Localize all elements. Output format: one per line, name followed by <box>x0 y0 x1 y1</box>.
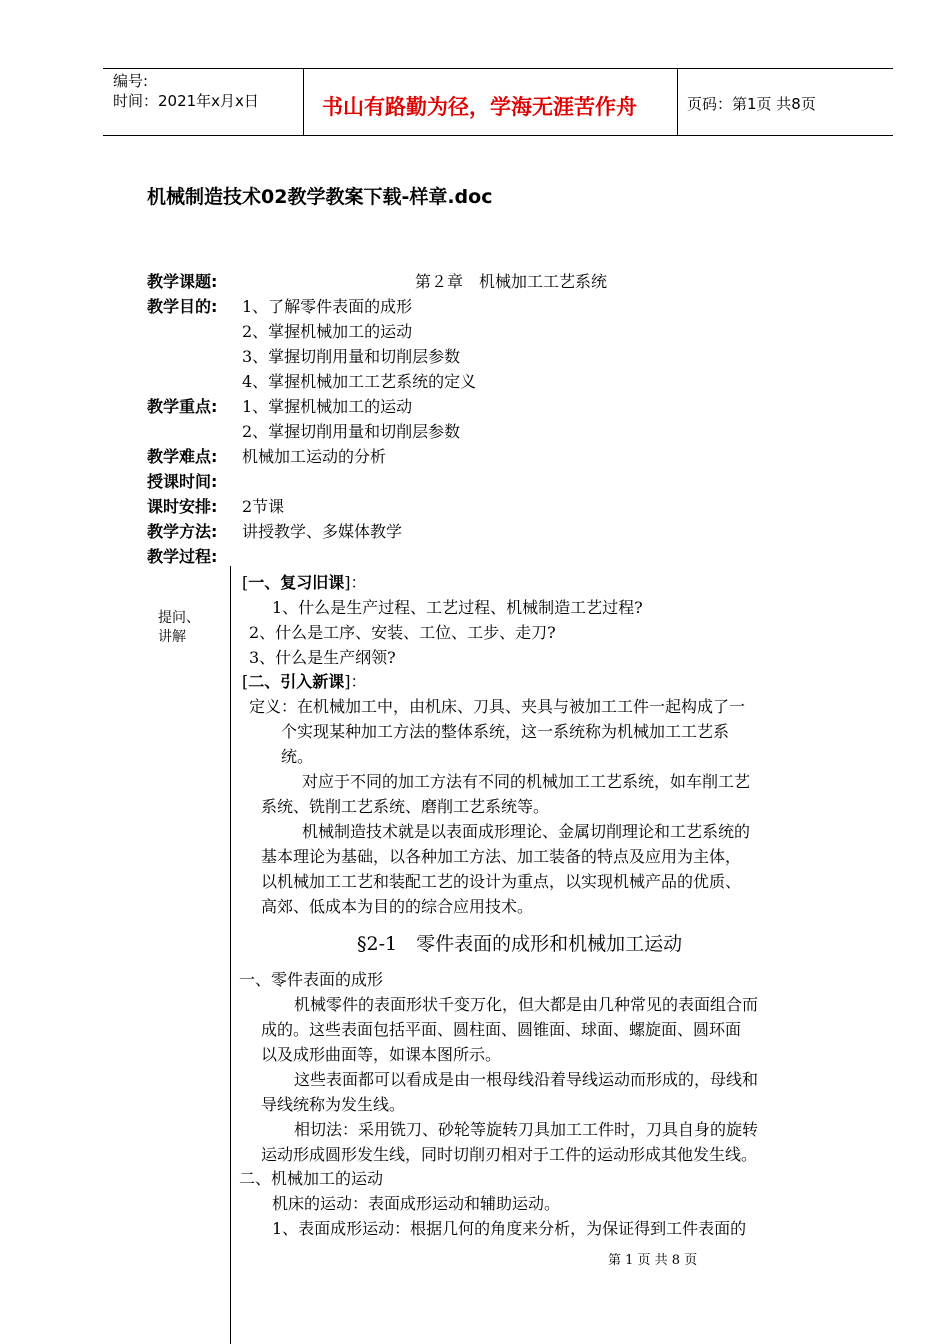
method-label: 教学方法: <box>147 522 218 541</box>
part1-line: 运动形成圆形发生线，同时切削刃相对于工件的运动形成其他发生线。 <box>261 1145 758 1164</box>
topic-label: 教学课题: <box>147 272 218 291</box>
side-note: 讲解 <box>158 629 186 645</box>
part1-line: 相切法：采用铣刀、砂轮等旋转刀具加工工件时，刀具自身的旋转 <box>294 1120 759 1139</box>
intro-heading: [二、引入新课]： <box>242 672 367 691</box>
header-bottom-rule <box>103 135 893 136</box>
part2-line: 1、表面成形运动：根据几何的角度来分析，为保证得到工件表面的 <box>272 1219 747 1238</box>
part1-line: 机械零件的表面形状千变万化，但大都是由几种常见的表面组合而 <box>294 995 759 1014</box>
intro-line: 统。 <box>281 747 314 766</box>
topic-value: 第２章 机械加工工艺系统 <box>415 272 608 291</box>
review-heading: [一、复习旧课]： <box>242 573 367 592</box>
intro-line: 机械制造技术就是以表面成形理论、金属切削理论和工艺系统的 <box>302 822 751 841</box>
key-item: 2、掌握切削用量和切削层参数 <box>242 422 461 441</box>
intro-line: 系统、铣削工艺系统、磨削工艺系统等。 <box>261 797 550 816</box>
part2-line: 机床的运动：表面成形运动和辅助运动。 <box>272 1194 561 1213</box>
side-note: 提问、 <box>158 610 200 626</box>
part1-line: 导线统称为发生线。 <box>261 1095 406 1114</box>
key-item: 1、掌握机械加工的运动 <box>242 397 413 416</box>
part1-line: 以及成形曲面等，如课本图所示。 <box>261 1045 502 1064</box>
review-question: 3、什么是生产纲领? <box>249 648 396 667</box>
header-top-rule <box>103 68 893 69</box>
intro-line: 高郊、低成本为目的的综合应用技术。 <box>261 897 534 916</box>
goal-item: 1、了解零件表面的成形 <box>242 297 413 316</box>
goal-item: 4、掌握机械加工工艺系统的定义 <box>242 372 477 391</box>
hours-value: 2节课 <box>242 497 285 516</box>
goal-item: 2、掌握机械加工的运动 <box>242 322 413 341</box>
part1-heading: 一、零件表面的成形 <box>239 970 384 989</box>
difficulty-value: 机械加工运动的分析 <box>242 447 387 466</box>
intro-line: 基本理论为基础，以各种加工方法、加工装备的特点及应用为主体， <box>261 847 742 866</box>
header-motto: 书山有路勤为径，学海无涯苦作舟 <box>322 94 637 119</box>
process-label: 教学过程: <box>147 547 218 566</box>
page-footer: 第 1 页 共 8 页 <box>608 1253 698 1268</box>
part1-line: 成的。这些表面包括平面、圆柱面、圆锥面、球面、螺旋面、圆环面 <box>261 1020 742 1039</box>
goal-item: 3、掌握切削用量和切削层参数 <box>242 347 461 366</box>
hours-label: 课时安排: <box>147 497 218 516</box>
intro-line: 对应于不同的加工方法有不同的机械加工工艺系统，如车削工艺 <box>302 772 751 791</box>
intro-line: 定义：在机械加工中，由机床、刀具、夹具与被加工工件一起构成了一 <box>249 697 746 716</box>
key-label: 教学重点: <box>147 397 218 416</box>
review-question: 1、什么是生产过程、工艺过程、机械制造工艺过程? <box>272 598 643 617</box>
intro-line: 个实现某种加工方法的整体系统，这一系统称为机械加工工艺系 <box>281 722 730 741</box>
header-divider-right <box>677 68 678 136</box>
goal-label: 教学目的: <box>147 297 218 316</box>
header-page-label: 页码：第1页 共8页 <box>687 95 816 113</box>
header-time-label: 时间：2021年x月x日 <box>113 92 259 110</box>
method-value: 讲授教学、多媒体教学 <box>242 522 403 541</box>
part2-heading: 二、机械加工的运动 <box>239 1169 384 1188</box>
review-question: 2、什么是工序、安装、工位、工步、走刀? <box>249 623 556 642</box>
document-title: 机械制造技术02教学教案下载-样章.doc <box>147 186 493 208</box>
section-title: §2-1 零件表面的成形和机械加工运动 <box>357 933 683 955</box>
lesson-column-rule <box>230 566 231 1344</box>
difficulty-label: 教学难点: <box>147 447 218 466</box>
header-divider-left <box>303 68 304 136</box>
time-label: 授课时间: <box>147 472 218 491</box>
intro-line: 以机械加工工艺和装配工艺的设计为重点，以实现机械产品的优质、 <box>261 872 742 891</box>
part1-line: 这些表面都可以看成是由一根母线沿着导线运动而形成的，母线和 <box>294 1070 759 1089</box>
header-number-label: 编号: <box>113 72 149 90</box>
